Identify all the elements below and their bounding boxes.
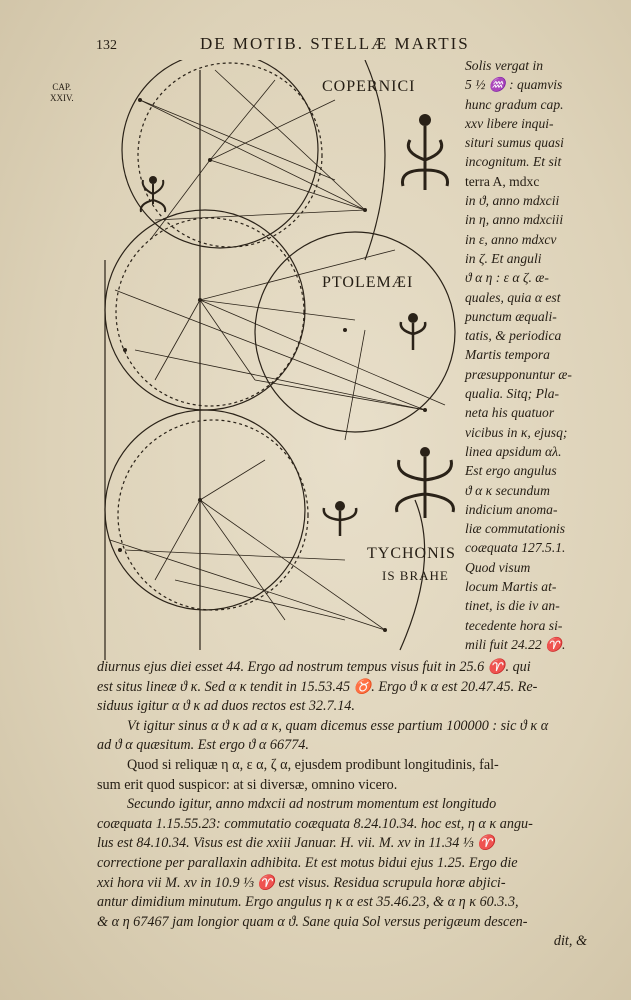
running-title: DE MOTIB. STELLÆ MARTIS [200,34,470,53]
body-line: lus est 84.10.34. Visus est die xxiii Januar. H. vii. M. xv in 11.34 ⅓ ♈ [97,835,495,852]
side-line: 5 ½ ♒ : quamvis [465,77,563,93]
chapter-number: XXIV. [50,93,74,103]
side-line: tatis, & periodica [465,328,562,344]
body-line: Vt igitur sinus α ϑ κ ad α κ, quam dicemus esse partium 100000 : sic ϑ κ α [127,717,549,734]
side-line: Est ergo angulus [465,463,557,479]
side-line: ϑ α κ secundum [465,482,550,498]
body-line: correctione per parallaxin adhibita. Et est motus bidui ejus 1.25. Ergo die [97,854,518,871]
ptolemaei-dashed-circle [116,218,304,406]
flower-ornament-3 [401,313,426,350]
side-line: in ζ. Et anguli [465,250,542,266]
label-tychonis-2: IS BRAHE [382,568,449,583]
body-line: diurnus ejus diei esset 44. Ergo ad nostrum tempus visus fuit in 25.6 ♈. qui [97,659,531,675]
side-line: incognitum. Et sit [465,154,562,170]
flower-ornament-1 [402,114,447,190]
label-tychonis-1: TYCHONIS [367,545,456,562]
chapter-label: CAP. [52,82,72,92]
ptolemaei-right-circle [255,232,455,432]
body-text [97,658,607,952]
body-line: ad ϑ α quæsitum. Est ergo ϑ α 66774. [97,737,309,754]
body-line: siduus igitur α ϑ κ ad duos rectos est 32.7.14. [97,698,355,715]
side-line: præsupponuntur æ- [465,366,572,382]
side-line: vicibus in κ, ejusq; [465,424,568,440]
side-line: linea apsidum αλ. [465,443,562,459]
body-line: xxi hora vii M. xv in 10.9 ⅓ ♈ est visus. Residua scrupula horæ abjici- [97,874,506,891]
body-line: sum erit quod suspicor: at si diversæ, omnino vicero. [97,776,398,793]
side-line: punctum æquali- [465,308,557,324]
side-line: Martis tempora [465,347,550,363]
side-line: hunc gradum cap. [465,96,564,112]
side-line: ϑ α η : ε α ζ. æ- [465,270,549,286]
chapter-margin-note [50,82,74,104]
side-line: Quod visum [465,559,531,575]
body-line: antur dimidium minutum. Ergo angulus η κ α est 35.46.23, & α η κ 60.3.3, [97,894,519,911]
side-column-text [465,56,605,654]
side-line: coæquata 127.5.1. [465,540,566,556]
side-line: quales, quia α est [465,289,561,305]
side-line: tinet, is die iv an- [465,598,560,614]
page-number: 132 [96,38,117,53]
body-line: & α η 67467 jam longior quam α ϑ. Sane quia Sol versus perigæum descen- [97,913,528,930]
body-line: Secundo igitur, anno mdxcii ad nostrum momentum est longitudo [127,796,497,813]
side-line: in ε, anno mdxcv [465,231,557,247]
side-line: indicium anoma- [465,501,558,517]
flower-ornament-4 [397,447,454,518]
side-line: situri sumus quasi [465,135,564,151]
flower-ornament-2 [141,176,166,212]
label-copernici: COPERNICI [322,78,416,95]
body-line: est situs lineæ ϑ κ. Sed α κ tendit in 15.53.45 ♉. Ergo ϑ κ α est 20.47.45. Re- [97,678,538,695]
side-line: xxv libere inqui- [465,115,554,131]
body-line: Quod si reliquæ η α, ε α, ζ α, ejusdem prodibunt longitudinis, fal- [127,756,499,773]
body-line: coæquata 1.15.55.23: commutatio coæquata 8.24.10.34. hoc est, η α κ angu- [97,815,533,832]
side-line: locum Martis at- [465,579,557,595]
tychonis-circle [105,410,305,610]
side-line: terra A, mdxc [465,173,540,189]
side-line: qualia. Sitq; Pla- [465,386,560,402]
flower-ornament-5 [324,501,356,536]
side-line: in ϑ, anno mdxcii [465,193,560,209]
body-line: dit, & [553,933,587,950]
side-line: liæ commutationis [465,521,566,537]
side-line: in η, anno mdxciii [465,212,564,228]
label-ptolemaei: PTOLEMÆI [322,274,414,291]
tychonis-dashed-circle [118,420,308,610]
side-line: Solis vergat in [465,58,544,73]
copernici-circle [122,60,318,248]
side-line: tecedente hora si- [465,617,563,633]
side-line: mili fuit 24.22 ♈. [465,636,566,652]
side-line: neta his quatuor [465,405,555,421]
